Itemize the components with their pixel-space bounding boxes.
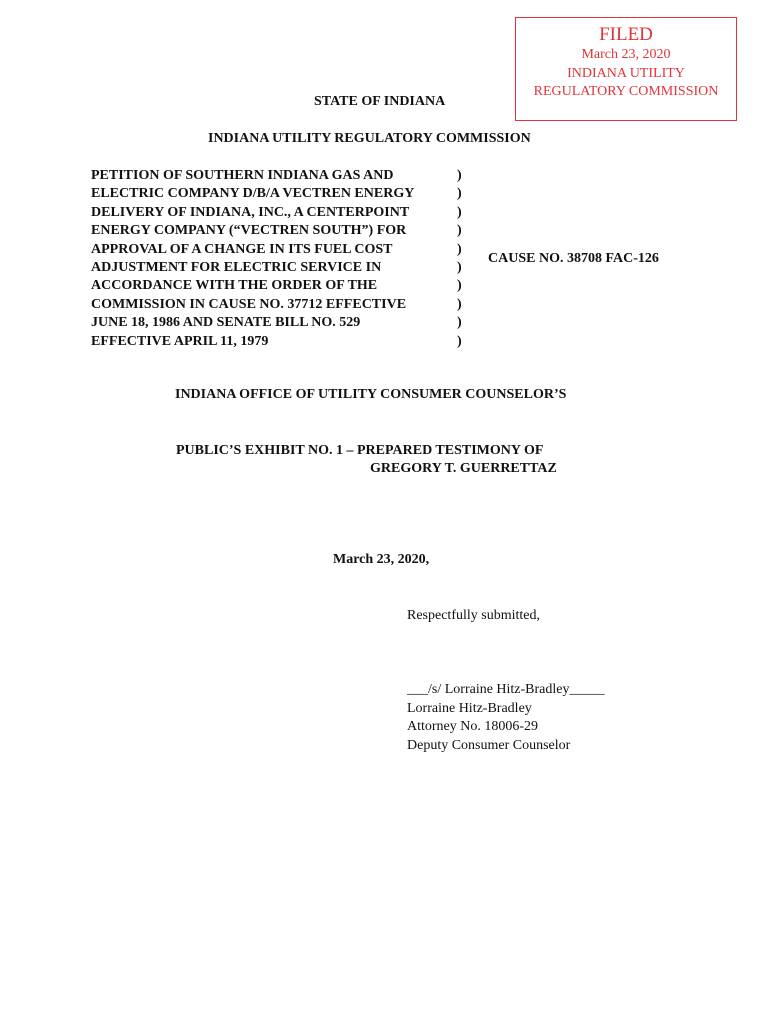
caption-line: JUNE 18, 1986 AND SENATE BILL NO. 529 xyxy=(91,315,361,331)
signature-line: ___/s/ Lorraine Hitz-Bradley_____ xyxy=(407,682,605,697)
caption-line: ACCORDANCE WITH THE ORDER OF THE xyxy=(91,278,378,294)
caption-line: ENERGY COMPANY (“VECTREN SOUTH”) FOR xyxy=(91,223,407,239)
counselor-heading: INDIANA OFFICE OF UTILITY CONSUMER COUNSELOR’S xyxy=(175,387,567,402)
stamp-filed: FILED xyxy=(599,24,653,45)
caption-line: DELIVERY OF INDIANA, INC., A CENTERPOINT xyxy=(91,204,410,220)
caption-line: ELECTRIC COMPANY D/B/A VECTREN ENERGY xyxy=(91,186,415,202)
caption-parens xyxy=(457,167,462,351)
stamp-date: March 23, 2020 xyxy=(581,47,671,62)
paren: ) xyxy=(457,186,462,202)
paren: ) xyxy=(457,296,462,312)
paren: ) xyxy=(457,168,462,183)
exhibit-title-line1: PUBLIC’S EXHIBIT NO. 1 – PREPARED TESTIMONY OF xyxy=(176,443,544,458)
filing-date: March 23, 2020, xyxy=(333,552,430,567)
stamp-agency-line1: INDIANA UTILITY xyxy=(567,65,685,81)
paren: ) xyxy=(457,204,462,220)
commission-heading: INDIANA UTILITY REGULATORY COMMISSION xyxy=(208,131,531,146)
cause-number: CAUSE NO. 38708 FAC-126 xyxy=(488,251,659,266)
paren: ) xyxy=(457,315,462,331)
state-heading: STATE OF INDIANA xyxy=(314,94,446,109)
paren: ) xyxy=(457,333,462,349)
signer-title: Deputy Consumer Counselor xyxy=(407,737,571,753)
filed-stamp xyxy=(515,17,737,121)
respectfully-submitted: Respectfully submitted, xyxy=(407,608,540,623)
paren: ) xyxy=(457,223,462,239)
caption-line: PETITION OF SOUTHERN INDIANA GAS AND xyxy=(91,168,394,183)
caption-line: APPROVAL OF A CHANGE IN ITS FUEL COST xyxy=(91,241,393,257)
caption-line: EFFECTIVE APRIL 11, 1979 xyxy=(91,333,269,349)
signature-block xyxy=(407,681,605,755)
paren: ) xyxy=(457,241,462,257)
stamp-agency-line2: REGULATORY COMMISSION xyxy=(533,84,719,99)
caption-line: ADJUSTMENT FOR ELECTRIC SERVICE IN xyxy=(91,260,382,276)
paren: ) xyxy=(457,278,462,294)
caption-line: COMMISSION IN CAUSE NO. 37712 EFFECTIVE xyxy=(91,296,407,312)
case-caption xyxy=(91,167,414,351)
attorney-number: Attorney No. 18006-29 xyxy=(407,719,539,734)
signer-name: Lorraine Hitz-Bradley xyxy=(407,700,532,716)
exhibit-title-line2: GREGORY T. GUERRETTAZ xyxy=(370,461,557,476)
paren: ) xyxy=(457,260,462,276)
